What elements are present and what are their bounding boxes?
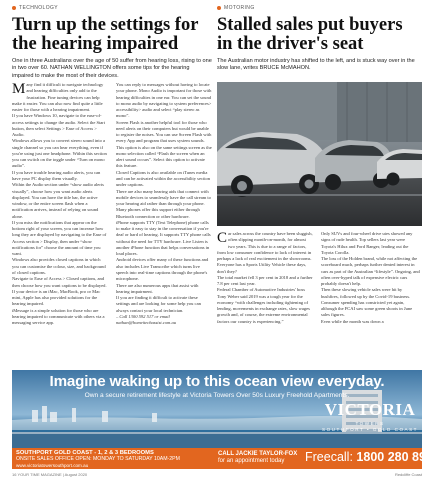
car-sales-photo	[217, 82, 422, 226]
left-dropcap: M	[12, 81, 26, 97]
paragraph: ar sales across the country have been sluggish, often slipping month-on-month, for almost two years. This is due to a range of factors, from low consumer confidence to lack of interest in perhaps a lack of real excitement in the showrooms.	[217, 231, 313, 262]
paragraph: any find it difficult to navigate technology and hearing difficulties only add to the frustration. Fine tuning devices can help make it easier. You can also now find quite a little easier for those with a hearing impairment.	[12, 82, 104, 113]
paragraph: Within the Audio section under “show audio alerts visually”, choose how you want audio alerts displayed. You can have the title bar, the active window, or the entire screen flash when a notification arrives, instead of relying on sound alone.	[12, 182, 104, 219]
paragraph: Then these slowing vehicle sales were hit by bushfires, followed up by the Covid-19 business. Consumer spending has constricted yet again, although the FCAI saw some green shoots in June sales figures.	[321, 287, 413, 318]
paragraph: Federal Chamber of Automotive Industries' boss Tony Weber said 2019 was a tough year for the economy “with challenges including tightening of lending, movements in exchange rates, slow wages growth and, of course, the extreme environmental factors our country is experiencing.”	[217, 287, 310, 324]
phone-number: 1800 280 893	[356, 450, 433, 464]
paragraph: iPhone supports TTY (Text Telephone) phone calls to make it easy to stay in the conversation if you're deaf or hard of hearing. It supports TTY phone calls without the need for TTY hardware. Live Listen is another iPhone function that helps conversations in loud places.	[116, 219, 211, 257]
paragraph: If you have Windows 10, navigate to the ease-of-access settings to change the audio. Select the Start button, then select Settings > Ease of Access > Audio.	[12, 113, 106, 138]
section-label: TECHNOLOGY	[19, 5, 59, 11]
paragraph: Windows allows you to convert stereo sound into a single channel so you can hear everything, even if you're using just one headphone. Within this section you can switch on the toggle under “Turn on mono audio”.	[12, 138, 107, 169]
page-footer	[12, 471, 422, 478]
paragraph: There are also many hearing aids that connect with mobile devices to seamlessly have the call stream to your hearing aid rather than through your phone. Many phones offer this support either through Bluetooth connection or other hardware.	[116, 188, 211, 219]
section-dot-icon	[12, 6, 16, 10]
brand-line-2: SOUTHPORT • GOLD COAST	[322, 427, 418, 432]
offer-line-2: ONSITE SALES OFFICE OPEN: MONDAY TO SATURDAY 10AM-2PM	[16, 455, 180, 462]
paragraph: Everyone has a Sports Utility Vehicle these days, don't they?	[217, 262, 307, 274]
paragraph: Windows also provides closed captions in which you can customise the colour, size, and background of closed captions.	[12, 257, 106, 275]
paragraph: Screen Flash is another helpful tool for those who need alerts on their computers but would be unable to register the noises. You can use Screen Flash with every App and program that uses system sounds.	[116, 119, 212, 144]
paragraph: If you miss the notifications that appear on the bottom right of your screen, you can increase how long they are displayed by navigating to the Ease of Access section > Display, then under “show notifications for” choose the amount of time you want.	[12, 219, 107, 257]
right-article-column-2	[321, 231, 421, 364]
call-to-action	[218, 451, 297, 465]
call-line-1: CALL JACKIE TAYLOR-FOX	[218, 451, 298, 457]
left-standfirst: One in three Australians over the age of 50 suffer from hearing loss, rising to one in two over 60. NATHAN WELLINGTON offers some tips for the hearing impaired to make the most of their devices.	[12, 58, 212, 79]
freecall-number[interactable]	[305, 450, 433, 464]
paragraph: You can reply to messages without having to locate your phone. Mono Audio is important for those with hearing difficulties in one ear. You can set the sound to mono audio by navigating to system preferences> accessibility> audio and select “play stereo as mono”.	[116, 82, 212, 119]
paragraph: There are also numerous apps that assist with hearing impairment.	[116, 282, 199, 294]
website-link[interactable]: www.victoriatowersouthport.com.au	[16, 462, 89, 468]
section-tag-motoring	[217, 5, 255, 11]
left-headline: Turn up the settings for the hearing impaired	[12, 15, 199, 54]
paragraph: If you have trouble hearing audio alerts, you can have your PC display them visually.	[12, 169, 101, 181]
freecall-label: Freecall:	[305, 450, 353, 464]
section-dot-icon	[217, 6, 221, 10]
paragraph: If you are finding it difficult to activate these settings and are looking for some help you can always contact your local technician.	[116, 295, 201, 313]
ad-headline: Imagine waking up to this ocean view everyday.	[49, 373, 385, 390]
contact-line: – Call 1300 592 517 or email nathan@homeitechassist.com.au	[116, 313, 177, 326]
paragraph: Closed Captions is also available on iTunes media and can be activated within the accessibility section under captions.	[116, 169, 211, 188]
left-article-column-1	[12, 82, 108, 364]
page-number: 16 YOUR TIME MAGAZINE | August 2020	[12, 472, 88, 477]
paragraph: This option is also on the same settings screen as the mono selection called “Flash the screen when an alert sound occurs”. Select this option to activate this feature.	[116, 144, 212, 169]
right-headline: Stalled sales put buyers in the driver's seat	[217, 15, 403, 54]
paragraph: Navigate to Ease of Access > Closed captions, and then choose how you want captions to be displayed.	[12, 276, 107, 288]
right-dropcap: C	[217, 230, 228, 246]
section-tag-technology	[12, 5, 58, 11]
brand-line-1: TOWERS	[355, 421, 385, 426]
call-line-2: for an appointment today	[218, 457, 285, 464]
paragraph: The loss of the Holden brand, while not affecting the scoreboard much, perhaps further dented interest in cars as part of the Australian “lifestyle”. Ongoing, and often over-hyped talk of expensive electric cars probably doesn't help.	[321, 256, 420, 287]
paragraph: The total market fell 3 per cent in 2018 and a further 7.8 per cent last year.	[217, 274, 313, 287]
left-article-column-2	[116, 82, 212, 364]
paragraph: Even while the month was down a	[321, 318, 384, 324]
ad-subheadline: Own a secure retirement lifestyle at Victoria Towers Over 50s Luxury Freehold Apartments.	[84, 392, 350, 399]
offer-details	[16, 450, 180, 468]
offer-line-1: SOUTHPORT GOLD COAST - 1, 2 & 3 BEDROOMS	[16, 450, 154, 456]
right-standfirst: The Australian motor industry has shifted to the left, and is stuck way over in the slow lane, writes BRUCE McMAHON.	[217, 58, 415, 72]
paragraph: iMessage is a simple solution for those who are hearing impaired to communicate with others via a messaging service app.	[12, 307, 105, 326]
paragraph: Only SUVs and four-wheel drive utes showed any signs of rude health. Top sellers last year were Toyota's Hilux and Ford Ranger, leading out the Toyota Corolla.	[321, 231, 413, 255]
paragraph: If your device is an iMac, MacBook, pro or Mac mini, Apple has also provided solutions for the hearing impaired.	[12, 288, 101, 307]
paragraph: Android devices offer many of these functions and also includes Live Transcribe which turns live speech into real-time captions through the phone's microphone.	[116, 257, 209, 282]
victoria-towers-logo	[322, 400, 418, 432]
region-label: Redcliffe Coast	[394, 472, 422, 477]
section-label: MOTORING	[224, 5, 255, 11]
right-article-column-1	[217, 231, 313, 364]
ad-offer-bar	[12, 448, 433, 469]
brand-name: VICTORIA	[324, 400, 416, 419]
victoria-towers-ad[interactable]	[12, 370, 433, 469]
